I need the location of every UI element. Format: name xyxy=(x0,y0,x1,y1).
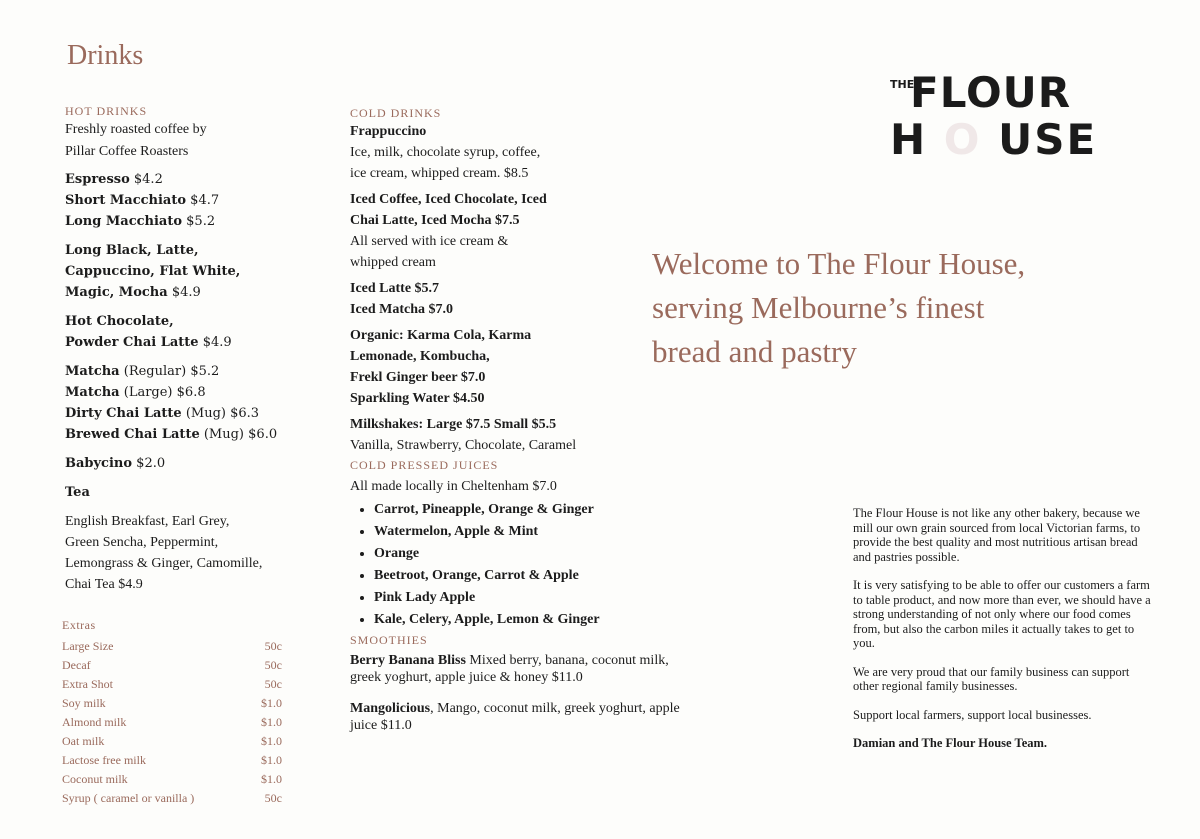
hot-drink-item xyxy=(65,424,315,445)
drink-name: Matcha xyxy=(65,364,120,379)
drink-price: $5.2 xyxy=(186,214,216,229)
hot-drink-item xyxy=(65,382,315,403)
drink-name: Babycino xyxy=(65,456,133,471)
tea-line: English Breakfast, Earl Grey, xyxy=(65,514,230,529)
drink-price: $6.8 xyxy=(176,385,206,400)
drink-name: Matcha xyxy=(65,385,120,400)
juice-item: • Orange xyxy=(374,543,680,565)
extra-item xyxy=(62,789,282,808)
smoothie-name: Berry Banana Bliss xyxy=(350,653,466,668)
drink-price: $5.2 xyxy=(190,364,220,379)
extra-price: 50c xyxy=(264,639,282,653)
extra-item xyxy=(62,732,282,751)
iced-group-line: Chai Latte, Iced Mocha $7.5 xyxy=(350,213,520,228)
drink-name: Espresso xyxy=(65,172,130,187)
drink-name: Long Macchiato xyxy=(65,214,183,229)
logo-the: THE xyxy=(890,78,915,91)
juice-item: • Beetroot, Orange, Carrot & Apple xyxy=(374,565,680,587)
drink-price: $4.9 xyxy=(202,335,232,350)
about-paragraph: The Flour House is not like any other bakery, because we mill our own grain sourced from local Victorian farms, to provide the best quality and most nutritious artisan bread and pastries possible. xyxy=(853,506,1141,564)
extra-item xyxy=(62,751,282,770)
hot-drinks-group xyxy=(65,311,315,353)
juice-item: • Kale, Celery, Apple, Lemon & Ginger xyxy=(374,609,680,631)
intro-line: Freshly roasted coffee by xyxy=(65,122,207,137)
welcome-line: bread and pastry xyxy=(652,334,857,369)
extras-section xyxy=(62,618,282,808)
extra-name: Oat milk xyxy=(62,734,105,748)
drink-name: Hot Chocolate, xyxy=(65,314,174,329)
extra-item xyxy=(62,770,282,789)
cold-drinks-section xyxy=(350,104,680,748)
extra-price: 50c xyxy=(264,791,282,805)
hot-drink-item xyxy=(65,190,315,211)
extra-name: Soy milk xyxy=(62,696,106,710)
drink-name: Short Macchiato xyxy=(65,193,187,208)
hot-drink-item xyxy=(65,332,315,353)
page-title: Drinks xyxy=(67,40,144,71)
extra-name: Large Size xyxy=(62,639,114,653)
extra-price: $1.0 xyxy=(261,715,282,729)
welcome-text xyxy=(652,242,1122,374)
hot-drinks-heading: HOT DRINKS xyxy=(65,104,148,118)
hot-drinks-group xyxy=(65,361,315,445)
drink-price: $4.2 xyxy=(133,172,163,187)
hot-drinks-intro xyxy=(65,119,315,163)
iced-matcha: Iced Matcha $7.0 xyxy=(350,302,454,317)
welcome-line: Welcome to The Flour House, xyxy=(652,246,1026,281)
drink-name: Magic, Mocha xyxy=(65,285,168,300)
smoothie-desc: , Mango, coconut milk, greek yoghurt, apple juice $11.0 xyxy=(350,701,680,733)
drink-price: $4.9 xyxy=(171,285,201,300)
about-paragraph: Support local farmers, support local businesses. xyxy=(853,707,1092,722)
iced-note: All served with ice cream & xyxy=(350,234,509,249)
hot-drink-item xyxy=(65,311,315,332)
hot-drink-item xyxy=(65,453,315,474)
hot-drinks-list xyxy=(65,169,315,503)
tea-line: Chai Tea $4.9 xyxy=(65,577,143,592)
flour-house-logo xyxy=(890,68,1105,168)
about-paragraph: It is very satisfying to be able to offer our customers a farm to table product, and now more than ever, we should have a strong understanding of not only where our food comes from, but also the carbon miles it actually takes to get to you. xyxy=(853,578,1151,650)
drink-size-note: (Large) xyxy=(123,385,173,400)
extra-price: 50c xyxy=(264,658,282,672)
extra-price: $1.0 xyxy=(261,753,282,767)
drink-price: $4.7 xyxy=(190,193,220,208)
hot-drink-item xyxy=(65,240,315,261)
drink-name: Dirty Chai Latte xyxy=(65,406,182,421)
drink-name: Tea xyxy=(65,485,90,500)
juice-item: • Carrot, Pineapple, Orange & Ginger xyxy=(374,499,680,521)
extra-price: $1.0 xyxy=(261,772,282,786)
extra-name: Syrup ( caramel or vanilla ) xyxy=(62,791,195,805)
logo-flour: FLOUR xyxy=(910,68,1072,117)
extra-name: Extra Shot xyxy=(62,677,113,691)
frappuccino-name: Frappuccino xyxy=(350,124,427,139)
hot-drink-item xyxy=(65,261,315,282)
hot-drink-item xyxy=(65,403,315,424)
extra-price: 50c xyxy=(264,677,282,691)
drink-name: Long Black, Latte, xyxy=(65,243,199,258)
about-text xyxy=(853,506,1153,765)
extra-name: Coconut milk xyxy=(62,772,128,786)
hot-drink-item xyxy=(65,482,315,503)
extra-name: Lactose free milk xyxy=(62,753,146,767)
smoothie-desc: Mixed berry, banana, coconut milk, greek yoghurt, apple juice & honey $11.0 xyxy=(350,653,669,685)
hot-drinks-group xyxy=(65,169,315,232)
hot-drinks-group xyxy=(65,240,315,303)
cold-pressed-intro: All made locally in Cheltenham $7.0 xyxy=(350,479,557,494)
drink-price: $2.0 xyxy=(136,456,166,471)
iced-group-line: Iced Coffee, Iced Chocolate, Iced xyxy=(350,192,547,207)
extra-item xyxy=(62,656,282,675)
smoothie-name: Mangolicious xyxy=(350,701,431,716)
milkshake-flavours: Vanilla, Strawberry, Chocolate, Caramel xyxy=(350,438,577,453)
extra-item xyxy=(62,713,282,732)
drink-name: Cappuccino, Flat White, xyxy=(65,264,241,279)
smoothies-list xyxy=(350,652,680,734)
extras-heading: Extras xyxy=(62,618,96,632)
extra-price: $1.0 xyxy=(261,734,282,748)
hot-drinks-section xyxy=(65,104,315,595)
organic-line: Sparkling Water $4.50 xyxy=(350,391,485,406)
intro-line: Pillar Coffee Roasters xyxy=(65,144,189,159)
iced-latte: Iced Latte $5.7 xyxy=(350,281,440,296)
welcome-line: serving Melbourne’s finest xyxy=(652,290,985,325)
cold-drinks-heading: COLD DRINKS xyxy=(350,106,442,120)
frappuccino-desc: Ice, milk, chocolate syrup, coffee, xyxy=(350,145,541,160)
hot-drinks-group xyxy=(65,453,315,474)
hot-drink-item xyxy=(65,361,315,382)
hot-drink-item xyxy=(65,169,315,190)
extra-item xyxy=(62,694,282,713)
smoothies-heading: SMOOTHIES xyxy=(350,633,428,647)
smoothie-item xyxy=(350,700,680,734)
extras-list xyxy=(62,637,282,808)
juice-item: • Watermelon, Apple & Mint xyxy=(374,521,680,543)
iced-note: whipped cream xyxy=(350,255,436,270)
drink-name: Brewed Chai Latte xyxy=(65,427,200,442)
cold-pressed-heading: COLD PRESSED JUICES xyxy=(350,458,499,472)
extra-name: Almond milk xyxy=(62,715,127,729)
organic-line: Lemonade, Kombucha, xyxy=(350,349,490,364)
drink-price: $6.0 xyxy=(248,427,278,442)
extra-item xyxy=(62,675,282,694)
organic-line: Frekl Ginger beer $7.0 xyxy=(350,370,486,385)
drink-size-note: (Mug) xyxy=(185,406,226,421)
juice-list xyxy=(350,499,680,631)
milkshakes: Milkshakes: Large $7.5 Small $5.5 xyxy=(350,417,557,432)
tea-line: Lemongrass & Ginger, Camomille, xyxy=(65,556,263,571)
juice-item: • Pink Lady Apple xyxy=(374,587,680,609)
hot-drink-item xyxy=(65,211,315,232)
about-paragraph: We are very proud that our family business can support other regional family businesses. xyxy=(853,664,1130,693)
drink-size-note: (Mug) xyxy=(203,427,245,442)
smoothie-item xyxy=(350,652,680,686)
signature: Damian and The Flour House Team. xyxy=(853,736,1048,750)
logo-house: H O USE xyxy=(890,115,1098,164)
hot-drink-item xyxy=(65,282,315,303)
extra-price: $1.0 xyxy=(261,696,282,710)
drink-name: Powder Chai Latte xyxy=(65,335,199,350)
tea-list xyxy=(65,511,315,595)
hot-drinks-group xyxy=(65,482,315,503)
organic-line: Organic: Karma Cola, Karma xyxy=(350,328,532,343)
tea-line: Green Sencha, Peppermint, xyxy=(65,535,219,550)
extra-name: Decaf xyxy=(62,658,91,672)
frappuccino-desc: ice cream, whipped cream. $8.5 xyxy=(350,166,529,181)
drink-price: $6.3 xyxy=(230,406,260,421)
extra-item xyxy=(62,637,282,656)
drink-size-note: (Regular) xyxy=(123,364,187,379)
